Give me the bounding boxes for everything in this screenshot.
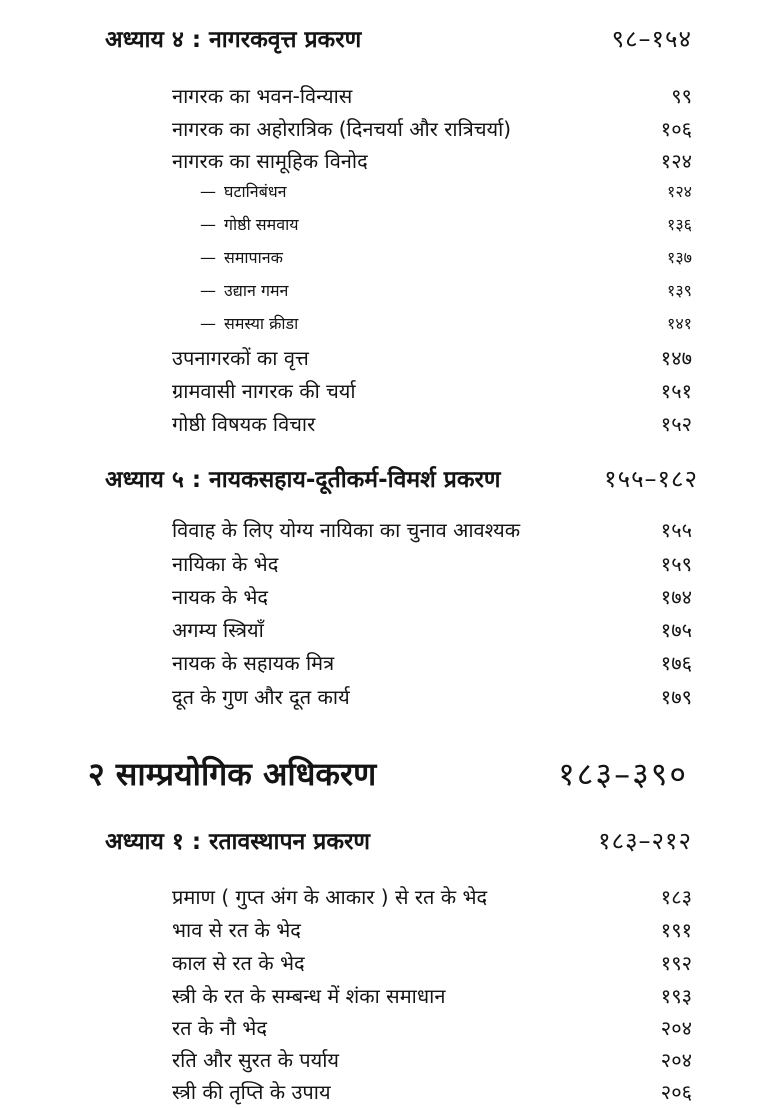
adhikaran-page-range: १८३–३९०: [558, 755, 688, 793]
chapter-5-heading: [105, 462, 698, 495]
toc-entry: [172, 982, 692, 1009]
toc-subentry: [200, 213, 692, 235]
entry-title: अगम्य स्त्रियाँ: [172, 618, 264, 642]
entry-page: १८३: [660, 885, 692, 909]
subentry-page: १३७: [667, 248, 692, 267]
entry-title: रति और सुरत के पर्याय: [172, 1048, 340, 1072]
entry-title: स्त्री के रत के सम्बन्ध में शंका समाधान: [172, 984, 446, 1008]
chapter-1-heading: [105, 824, 692, 857]
toc-entry: [172, 1078, 692, 1105]
subentry-page: १२४: [667, 182, 692, 201]
entry-page: १२४: [660, 149, 692, 173]
entry-title: काल से रत के भेद: [172, 951, 305, 975]
toc-entry: [172, 1014, 692, 1041]
dash: —: [200, 248, 216, 267]
chapter-page-range: १८३–२१२: [598, 827, 692, 855]
toc-entry: [172, 916, 692, 943]
toc-entry: [172, 82, 692, 109]
subentry-title: समापानक: [224, 248, 283, 267]
dash: —: [200, 314, 216, 333]
entry-page: १५२: [660, 412, 692, 436]
entry-title: नायक के भेद: [172, 585, 268, 609]
dash: —: [200, 281, 216, 300]
toc-entry: [172, 115, 692, 142]
entry-title: नायिका के भेद: [172, 552, 279, 576]
entry-title: गोष्ठी विषयक विचार: [172, 412, 316, 436]
toc-entry: [172, 1046, 692, 1073]
entry-page: २०६: [660, 1080, 692, 1104]
chapter-title: अध्याय ४ : नागरकवृत्त प्रकरण: [105, 27, 362, 53]
subentry-title: घटानिबंधन: [224, 182, 287, 201]
entry-title: नागरक का सामूहिक विनोद: [172, 149, 368, 173]
toc-entry: [172, 377, 692, 404]
entry-page: १५५: [660, 518, 692, 542]
entry-title: नायक के सहायक मित्र: [172, 651, 335, 675]
entry-title: नागरक का भवन-विन्यास: [172, 84, 353, 108]
entry-page: १०६: [660, 117, 692, 141]
entry-page: १५१: [660, 379, 692, 403]
toc-entry: [172, 649, 692, 676]
entry-page: १७५: [660, 618, 692, 642]
toc-subentry: [200, 312, 692, 334]
entry-page: १७४: [660, 585, 692, 609]
entry-page: १९२: [660, 951, 692, 975]
toc-entry: [172, 550, 692, 577]
entry-title: ग्रामवासी नागरक की चर्या: [172, 379, 356, 403]
subentry-page: १४१: [667, 314, 692, 333]
subentry-page: १३६: [667, 215, 692, 234]
toc-entry: [172, 949, 692, 976]
entry-page: २०४: [660, 1048, 692, 1072]
entry-title: रत के नौ भेद: [172, 1016, 267, 1040]
toc-entry: [172, 683, 692, 710]
toc-entry: [172, 410, 692, 437]
adhikaran-title: २ साम्प्रयोगिक अधिकरण: [88, 755, 377, 793]
chapter-page-range: १५५–१८२: [604, 465, 698, 493]
toc-entry: [172, 344, 692, 371]
subentry-page: १३९: [667, 281, 692, 300]
toc-subentry: [200, 180, 692, 202]
chapter-4-heading: [105, 22, 692, 55]
toc-entry: [172, 516, 692, 543]
entry-title: नागरक का अहोरात्रिक (दिनचर्या और रात्रिचर्या): [172, 117, 512, 141]
entry-title: उपनागरकों का वृत्त: [172, 346, 309, 370]
toc-entry: [172, 583, 692, 610]
entry-title: स्त्री की तृप्ति के उपाय: [172, 1080, 331, 1104]
chapter-title: अध्याय ५ : नायकसहाय-दूतीकर्म-विमर्श प्रकरण: [105, 467, 501, 493]
chapter-title: अध्याय १ : रतावस्थापन प्रकरण: [105, 829, 371, 855]
dash: —: [200, 182, 216, 201]
dash: —: [200, 215, 216, 234]
adhikaran-2-heading: [88, 752, 688, 795]
entry-page: १७६: [660, 651, 692, 675]
entry-title: भाव से रत के भेद: [172, 918, 301, 942]
toc-entry: [172, 883, 692, 910]
entry-page: १९३: [660, 984, 692, 1008]
subentry-title: उद्यान गमन: [224, 281, 289, 300]
entry-title: दूत के गुण और दूत कार्य: [172, 685, 350, 709]
entry-page: १४७: [660, 346, 692, 370]
entry-page: १७९: [660, 685, 692, 709]
entry-page: ९९: [671, 84, 692, 108]
entry-page: १५९: [660, 552, 692, 576]
entry-title: प्रमाण ( गुप्त अंग के आकार ) से रत के भेद: [172, 885, 488, 909]
toc-entry: [172, 616, 692, 643]
entry-page: १९१: [660, 918, 692, 942]
toc-subentry: [200, 246, 692, 268]
toc-entry: [172, 147, 692, 174]
entry-page: २०४: [660, 1016, 692, 1040]
subentry-title: समस्या क्रीडा: [224, 314, 299, 333]
toc-subentry: [200, 279, 692, 301]
chapter-page-range: ९८–१५४: [611, 25, 692, 53]
subentry-title: गोष्ठी समवाय: [224, 215, 299, 234]
entry-title: विवाह के लिए योग्य नायिका का चुनाव आवश्यक: [172, 518, 521, 542]
